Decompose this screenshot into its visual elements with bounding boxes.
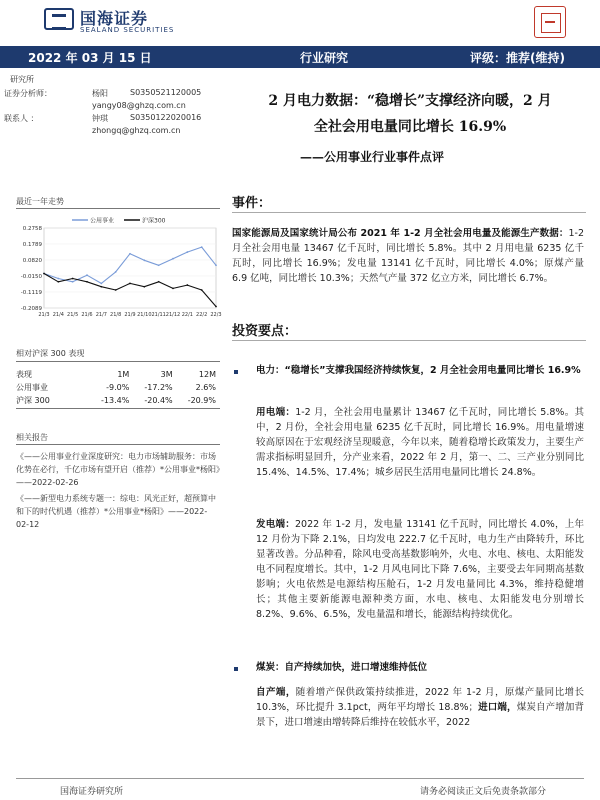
series-1-point (201, 289, 203, 291)
x-tick-label: 21/9 (124, 312, 136, 318)
table-row (16, 381, 216, 394)
legend-csi300: 沪深300 (142, 217, 166, 225)
table-row (16, 394, 216, 407)
generation-label: 发电端： (256, 519, 295, 530)
event-body: 1-2 月全社会用电量 13467 亿千瓦时，同比增长 5.8%。其中 2 月用电量 6235 亿千瓦时，同比增长 16.9%；发电量 13141 亿千瓦时，同比增长 4.0%；原煤产量 6.9 亿吨，同比增长 10.3%；天然气产量 372 亿立方米，同比增长 6.7%。 (232, 228, 584, 284)
series-1-point (172, 287, 174, 289)
series-1-point (72, 278, 74, 280)
table-header-cell: 表现 (16, 370, 32, 379)
series-1-point (115, 289, 117, 291)
chart-title-rule (16, 208, 220, 209)
x-tick-label: 21/3 (38, 312, 50, 318)
x-tick-label: 21/10 (137, 312, 152, 318)
series-0-point (158, 264, 160, 266)
y-tick-label: 0.2758 (22, 226, 42, 232)
analyst-cert: S0350521120005 (130, 88, 202, 97)
y-tick-label: -0.0150 (20, 273, 42, 280)
table-cell: -20.4% (144, 396, 173, 405)
institute-label: 研究所 (10, 75, 34, 84)
table-cell: 公用事业 (16, 383, 48, 392)
x-tick-label: 22/1 (181, 312, 193, 318)
y-tick-label: -0.2089 (20, 306, 42, 312)
logo-text: 国海证券 (80, 9, 149, 28)
series-0-point (186, 251, 188, 253)
table-header-row (16, 368, 216, 381)
analyst-email[interactable]: yangy08@ghzq.com.cn (92, 101, 186, 110)
x-tick-label: 21/6 (81, 312, 93, 318)
x-tick-label: 22/2 (196, 312, 208, 318)
series-1-point (86, 281, 88, 283)
generation-body: 2022 年 1-2 月，发电量 13141 亿千瓦时，同比增长 4.0%，上年 12 月份为下降 2.1%，日均发电 222.7 亿千瓦时，电力生产由降转升，环比显著改善。分品种看，除风电受高基数影响外，火电、水电、核电、太阳能发电不同程度增长。其中，1-2 月风电同比下降 7.6%，主要受去年同期高基数影响；火电依然是电源结构压舱石，1-2 月发电量同比 4.3%，维持稳健增长；其他主要新能源电源种类方面，水电、核电、太阳能发电分别增长 8.2%、9.6%、6.5%，发电量温和增长，能源结构持续优化。 (256, 519, 584, 620)
event-paragraph (232, 226, 584, 286)
chart-background (12, 212, 222, 324)
series-1-point (100, 286, 102, 288)
report-title (230, 88, 590, 140)
table-cell: 2.6% (195, 383, 216, 392)
series-0-point (143, 259, 145, 261)
logo-subtext: SEALAND SECURITIES (80, 26, 175, 34)
series-0-point (72, 281, 74, 283)
related-title-rule (16, 444, 220, 445)
report-title-line: 2 月电力数据：“稳增长”支撑经济向暖，2 月 (268, 93, 552, 109)
contact-cert: S0350122020016 (130, 113, 202, 122)
x-tick-label: 21/11 (151, 312, 166, 318)
performance-table (16, 368, 216, 407)
performance-section-title: 相对沪深 300 表现 (16, 349, 85, 358)
x-tick-label: 22/3 (210, 312, 222, 318)
table-header-cell: 1M (117, 370, 130, 379)
series-1-point (57, 281, 59, 283)
related-report-item[interactable]: 《——新型电力系统专题一：综电：风光正好，超预算中和下的时代机遇（推荐）*公用事业*杨阳》——2022-02-12 (16, 494, 216, 529)
analyst-name: 杨阳 (92, 89, 108, 98)
table-cell: -20.9% (187, 396, 216, 405)
related-section-title: 相关报告 (16, 433, 48, 442)
series-0-point (86, 274, 88, 276)
report-date: 2022 年 03 月 15 日 (28, 51, 152, 65)
footer-institute: 国海证券研究所 (60, 787, 124, 797)
series-0-point (129, 253, 131, 255)
series-1-point (215, 306, 217, 308)
seal-stamp-icon (534, 6, 566, 38)
contact-role: 联系人 ： (4, 114, 39, 123)
x-tick-label: 21/7 (95, 312, 107, 318)
header-band (0, 46, 600, 68)
table-cell: -17.2% (144, 383, 173, 392)
report-type: 行业研究 (300, 51, 349, 65)
rating-label: 评级：推荐(维持) (470, 51, 565, 65)
table-cell: -9.0% (106, 383, 130, 392)
series-0-point (172, 258, 174, 260)
x-tick-label: 21/12 (165, 312, 181, 318)
report-title-line: 全社会用电量同比增长 16.9% (313, 119, 507, 135)
import-label: 进口端， (478, 702, 517, 713)
trend-chart (12, 212, 222, 324)
consumption-paragraph (256, 405, 584, 480)
series-0-point (201, 246, 203, 248)
analyst-role: 证券分析师： (4, 89, 52, 98)
y-tick-label: 0.1789 (22, 241, 42, 248)
bullet-coal: 煤炭：自产持续加快，进口增速维持低位 (256, 662, 428, 673)
related-report-item[interactable]: 《——公用事业行业深度研究：电力市场辅助服务：市场化势在必行，千亿市场有望开启（推荐）*公用事业*杨阳》——2022-02-26 (16, 452, 220, 487)
bullet-square-icon (234, 370, 238, 374)
event-lead: 国家能源局及国家统计局公布 2021 年 1-2 月全社会用电量及能源生产数据： (232, 228, 569, 239)
points-heading-rule (232, 340, 586, 341)
series-0-point (100, 283, 102, 285)
event-heading: 事件： (232, 196, 272, 211)
footer-rule (16, 778, 584, 779)
coal-paragraph (256, 685, 584, 730)
legend-utilities: 公用事业 (90, 217, 115, 225)
x-tick-label: 21/8 (110, 312, 122, 318)
self-production-label: 自产端， (256, 687, 296, 698)
series-1-point (43, 273, 45, 275)
logo-mark (44, 8, 74, 30)
import-body: 煤炭自产增加背景下，进口增速由增转降后维持在较低水平，2022 (256, 702, 584, 728)
consumption-body: 1-2 月，全社会用电量累计 13467 亿千瓦时，同比增长 5.8%。其中，2 月份，全社会用电量 6235 亿千瓦时，同比增长 16.9%。用电量增速较高原因在于宏观经济呈现暖意，今年以来，随着稳增长政策发力，主要生产需求指标明显回升，分产业来看，2022 年 2 月，第一、二、三产业分别同比 15.4%、14.5%、17.4%；城乡居民生活用电量同比增长 24.8%。 (256, 407, 584, 478)
table-header-cell: 3M (160, 370, 173, 379)
table-cell: -13.4% (101, 396, 130, 405)
footer-disclaimer: 请务必阅读正文后免责条款部分 (420, 787, 547, 797)
self-production-body: 随着增产保供政策持续推进，2022 年 1-2 月，原煤产量同比增长 10.3%，环比提升 3.1pct，两年平均增长 18.8%； (256, 687, 584, 713)
table-header-cell: 12M (198, 370, 216, 379)
series-0-point (215, 264, 217, 266)
x-tick-label: 21/4 (52, 312, 64, 318)
chart-section-title: 最近一年走势 (16, 197, 64, 206)
contact-email[interactable]: zhongq@ghzq.com.cn (92, 126, 181, 135)
generation-paragraph (256, 517, 584, 622)
x-tick-label: 21/5 (67, 312, 79, 318)
series-1-point (186, 284, 188, 286)
contact-name: 钟琪 (92, 114, 108, 123)
table-cell: 沪深 300 (16, 396, 50, 405)
series-0-point (57, 278, 59, 280)
y-tick-label: 0.0820 (22, 257, 42, 264)
series-1-point (143, 286, 145, 288)
bullet-square-icon (234, 667, 238, 671)
performance-bottom-rule (16, 408, 220, 409)
event-heading-rule (232, 212, 586, 213)
consumption-label: 用电端： (256, 407, 296, 418)
series-1-point (158, 281, 160, 283)
points-heading: 投资要点： (232, 324, 298, 339)
series-1-point (129, 283, 131, 285)
y-tick-label: -0.1119 (20, 289, 42, 296)
bullet-power: 电力：“稳增长”支撑我国经济持续恢复，2 月全社会用电量同比增长 16.9% (256, 365, 581, 376)
performance-title-rule (16, 361, 220, 362)
series-0-point (115, 271, 117, 273)
report-subtitle: ——公用事业行业事件点评 (300, 150, 445, 164)
